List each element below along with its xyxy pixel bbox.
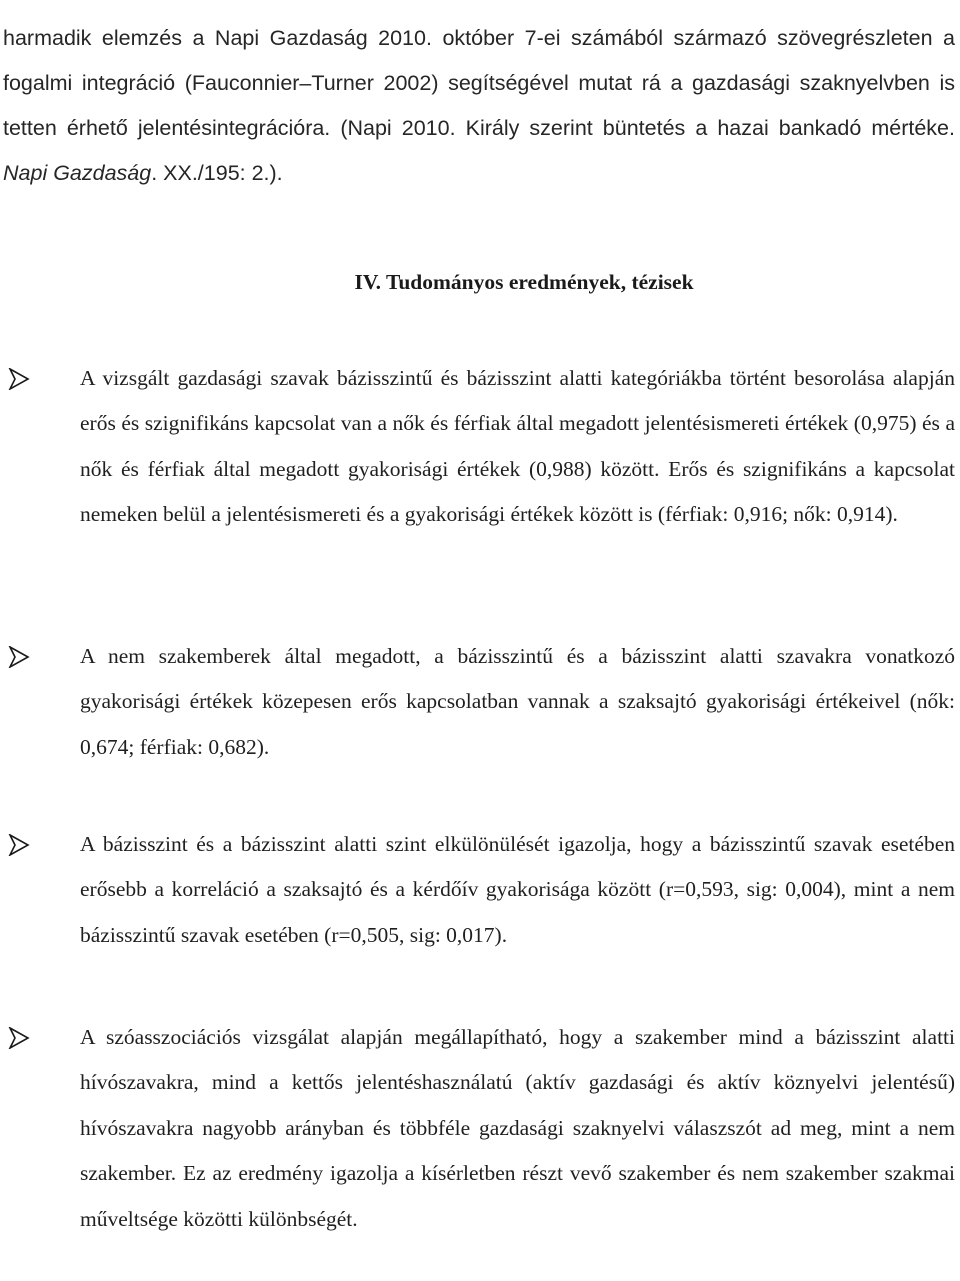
intro-text: harmadik elemzés a Napi Gazdaság 2010. október 7-ei számából származó szövegrészleten a fogalmi integráció (Fauconnier–Turner 2002) segítségével mutat rá a gazdasági szaknyelvben is tetten érhető jelentésintegrációra. (Napi 2010. Király szerint büntetés a hazai bankadó mértéke. [3, 25, 955, 140]
thesis-text: A bázisszint és a bázisszint alatti szint elkülönülését igazolja, hogy a bázisszintű szavak esetében erősebb a korreláció a szaksajtó és a kérdőív gyakorisága között (r=0,593, sig: 0,004), mint a nem bázisszintű szavak esetében (r=0,505, sig: 0,017). [80, 832, 955, 947]
thesis-text: A vizsgált gazdasági szavak bázisszintű és bázisszint alatti kategóriákba történt besorolása alapján erős és szignifikáns kapcsolat van a nők és férfiak által megadott jelentésismereti értékek (0,975) és a nők és férfiak által megadott gyakorisági értékek (0,988) között. Erős és szignifikáns a kapcsolat nemeken belül a jelentésismereti és a gyakorisági értékek között is (férfiak: 0,916; nők: 0,914). [80, 366, 955, 527]
arrowhead-bullet-icon [8, 646, 30, 668]
journal-title: Napi Gazdaság [3, 160, 152, 185]
thesis-text: A szóasszociációs vizsgálat alapján megállapítható, hogy a szakember mind a bázisszint alatti hívószavakra, mind a kettős jelentéshasználatú (aktív gazdasági és aktív köznyelvi jelentésű) hívószavakra nagyobb arányban és többféle gazdasági szaknyelvi válaszszót ad meg, mint a nem szakember. Ez az eredmény igazolja a kísérletben részt vevő szakember és nem szakember szakmai műveltsége közötti különbségét. [80, 1025, 955, 1231]
arrowhead-bullet-icon [8, 834, 30, 856]
arrowhead-bullet-icon [8, 368, 30, 390]
section-title: Tudományos eredmények, tézisek [385, 270, 694, 294]
intro-citation-end: . XX./195: 2.). [151, 160, 283, 185]
thesis-text: A nem szakemberek által megadott, a bázisszintű és a bázisszint alatti szavakra vonatkozó gyakorisági értékek közepesen erős kapcsolatban vannak a szaksajtó gyakorisági értékeivel (nők: 0,674; férfiak: 0,682). [80, 644, 955, 759]
arrowhead-bullet-icon [8, 1027, 30, 1049]
section-number: IV. [354, 270, 381, 294]
section-heading [0, 262, 960, 302]
intro-paragraph [3, 16, 955, 196]
